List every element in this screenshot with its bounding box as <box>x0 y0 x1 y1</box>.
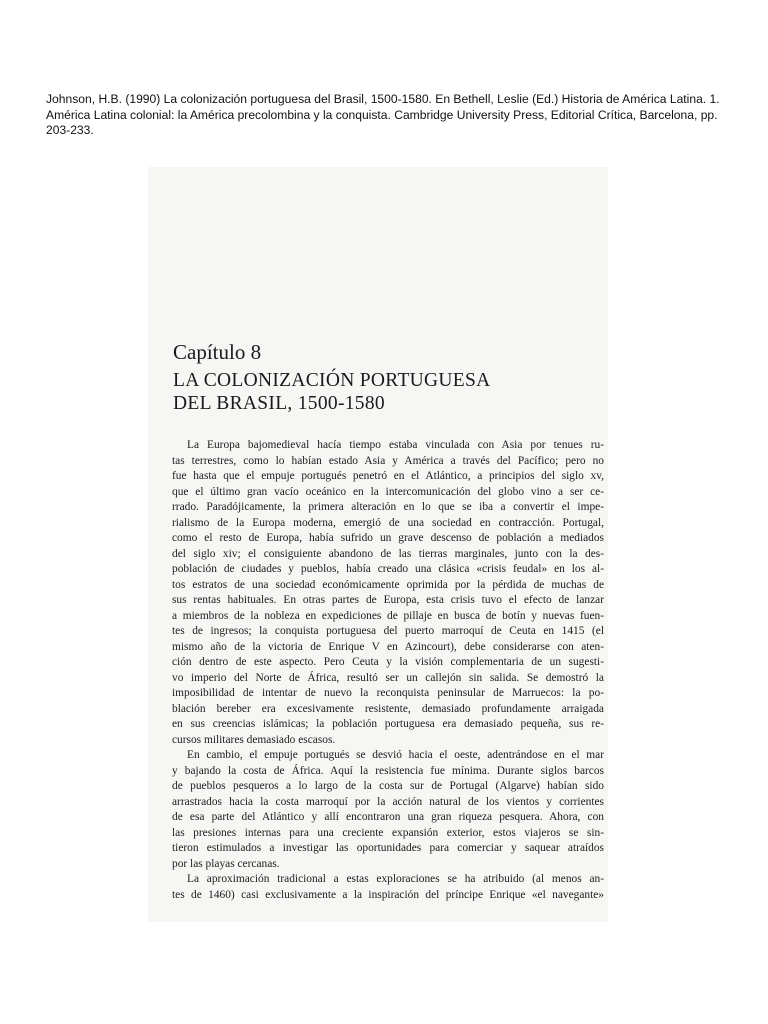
citation-reference <box>46 92 768 139</box>
chapter-body-text <box>172 438 604 903</box>
body-line: en sus creencias islámicas; la población portuguesa era demasiado pequeña, sus re- <box>172 718 604 730</box>
citation-line-2: América Latina colonial: la América precolombina y la conquista. Cambridge University Press, Editorial Crítica, Barcelona, pp. <box>46 107 718 122</box>
body-line: La Europa bajomedieval hacía tiempo estaba vinculada con Asia por tenues ru- <box>187 439 604 451</box>
body-line: las presiones internas para una creciente expansión exterior, estos viajeros se sin- <box>172 826 604 839</box>
body-line: fue hasta que el empuje portugués penetró en el Atlántico, a principios del siglo xv, <box>172 470 604 482</box>
body-line: La aproximación tradicional a estas exploraciones se ha atribuido (al menos an- <box>187 873 604 885</box>
body-line: población de ciudades y pueblos, había creado una clásica «crisis feudal» en los al- <box>172 563 604 575</box>
body-line: ción dentro de este aspecto. Pero Ceuta y la visión complementaria de un sugesti- <box>172 656 604 668</box>
body-line: de pueblos pesqueros a lo largo de la costa sur de Portugal (Algarve) habían sido <box>172 780 604 792</box>
body-line: tes de 1460) casi exclusivamente a la inspiración del príncipe Enrique «el navegante» <box>172 888 604 901</box>
body-line: rrado. Paradójicamente, la primera alteración en lo que se iba a convertir el impe- <box>172 501 604 513</box>
body-line: de esa parte del Atlántico y allí encontraron una gran riqueza pesquera. Ahora, con <box>172 811 604 823</box>
body-line: por las playas cercanas. <box>172 857 280 870</box>
body-line: tieron estimulados a investigar las oportunidades para comerciar y saquear atraídos <box>172 842 604 854</box>
body-line: imposibilidad de intentar de nuevo la reconquista peninsular de Marruecos: la po- <box>172 687 604 699</box>
chapter-title-line-1: LA COLONIZACIÓN PORTUGUESA <box>173 370 491 391</box>
body-line: como el resto de Europa, había sufrido un grave descenso de población a mediados <box>172 532 604 544</box>
body-line: vo imperio del Norte de África, resultó ser un callejón sin salida. Se demostró la <box>172 671 604 684</box>
body-line: tes de ingresos; la conquista portuguesa del puerto marroquí de Ceuta en 1415 (el <box>172 625 604 637</box>
body-line: tas terrestres, como lo habían estado Asia y América a través del Pacífico; pero no <box>172 454 604 467</box>
body-line: sus rentas habituales. En otras partes de Europa, esta crisis tuvo el efecto de lanzar <box>172 594 604 606</box>
body-line: del siglo xiv; el consiguiente abandono de las tierras marginales, junto con la des- <box>172 547 604 560</box>
body-line: que el último gran vacío oceánico en la intercomunicación del globo vino a ser ce- <box>172 485 604 498</box>
body-line: rialismo de la Europa moderna, emergió de una sociedad en contracción. Portugal, <box>172 516 604 529</box>
body-line: a miembros de la nobleza en expediciones de pillaje en busca de botín y nuevas fuen- <box>172 609 604 622</box>
chapter-title-line-2: DEL BRASIL, 1500-1580 <box>173 393 385 414</box>
body-line: En cambio, el empuje portugués se desvió hacia el oeste, adentrándose en el mar <box>187 749 604 761</box>
body-line: arrastrados hacia la costa marroquí por la acción natural de los vientos y corrientes <box>172 795 604 808</box>
citation-line-1: Johnson, H.B. (1990) La colonización portuguesa del Brasil, 1500-1580. En Bethell, Leslie (Ed.) Historia de América Latina. 1. <box>46 92 720 106</box>
body-line: mismo año de la victoria de Enrique V en Azincourt), debe considerarse con aten- <box>172 640 604 653</box>
body-line: tos estratos de una sociedad económicamente oprimida por la pérdida de muchas de <box>172 578 604 591</box>
body-line: y bajando la costa de África. Aquí la resistencia fue mínima. Durante siglos barcos <box>172 764 604 777</box>
chapter-label: Capítulo 8 <box>173 340 262 364</box>
body-line: cursos militares demasiado escasos. <box>172 733 336 746</box>
citation-line-3: 203-233. <box>46 123 94 137</box>
chapter-title <box>173 369 491 415</box>
body-line: blación bereber era excesivamente resistente, demasiado profundamente arraigada <box>172 702 604 715</box>
